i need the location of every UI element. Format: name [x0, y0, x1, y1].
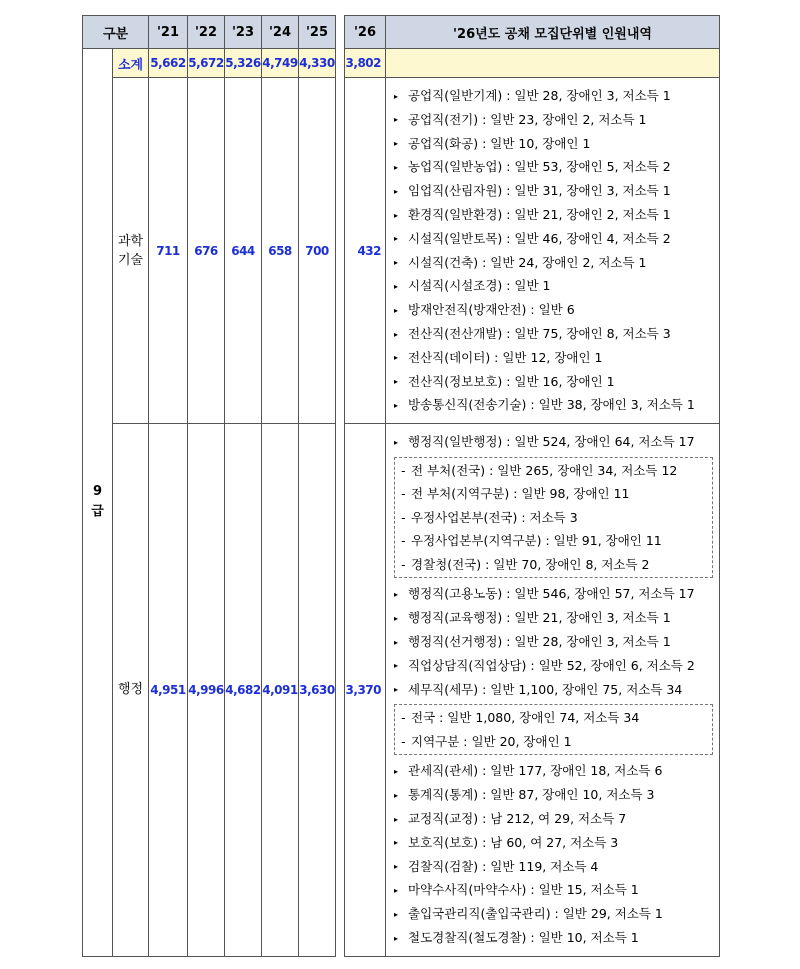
recruitment-table [82, 15, 720, 957]
subtotal-y26: 3,802 [345, 49, 386, 78]
subtotal-row [83, 49, 720, 78]
subtotal-detail [386, 49, 720, 78]
science-y25: 700 [299, 78, 336, 424]
list-item [394, 322, 713, 346]
bullet-triangle-icon: ▸ [394, 186, 399, 196]
subtotal-y24: 4,749 [262, 49, 299, 78]
list-item [394, 807, 713, 831]
bullet-triangle-icon: ▸ [394, 685, 399, 695]
list-item [394, 831, 713, 855]
sub-list-item [401, 482, 712, 506]
bullet-triangle-icon: ▸ [394, 862, 399, 872]
list-item-text: 전 부처(전국) : 일반 265, 장애인 34, 저소득 12 [411, 462, 678, 478]
dash-marker: - [401, 509, 406, 525]
dash-marker: - [401, 556, 406, 572]
list-item [394, 346, 713, 370]
list-item [394, 227, 713, 251]
list-item [394, 108, 713, 132]
list-item [394, 855, 713, 879]
bullet-triangle-icon: ▸ [394, 91, 399, 101]
bullet-triangle-icon: ▸ [394, 234, 399, 244]
list-item [394, 298, 713, 322]
subtotal-y22: 5,672 [188, 49, 225, 78]
science-row [83, 78, 720, 424]
list-item-text: 방재안전직(방재안전) : 일반 6 [408, 302, 575, 318]
list-item-text: 출입국관리직(출입국관리) : 일반 29, 저소득 1 [408, 906, 663, 922]
list-item [394, 582, 713, 606]
grade-label: 9 급 [83, 49, 113, 957]
list-item [394, 678, 713, 702]
general-admin-breakdown-box [394, 457, 713, 579]
list-item [394, 203, 713, 227]
list-item-text: 임업직(산림자원) : 일반 31, 장애인 3, 저소득 1 [408, 183, 671, 199]
science-label: 과학 기술 [113, 78, 149, 424]
list-item-text: 전국 : 일반 1,080, 장애인 74, 저소득 34 [411, 710, 640, 726]
list-item-text: 농업직(일반농업) : 일반 53, 장애인 5, 저소득 2 [408, 159, 671, 175]
subtotal-y23: 5,326 [225, 49, 262, 78]
sub-list-item [401, 730, 712, 754]
bullet-triangle-icon: ▸ [394, 162, 399, 172]
bullet-triangle-icon: ▸ [394, 767, 399, 777]
list-item-text: 통계직(통계) : 일반 87, 장애인 10, 저소득 3 [408, 787, 655, 803]
science-detail [386, 78, 720, 424]
list-item [394, 155, 713, 179]
bullet-triangle-icon: ▸ [394, 909, 399, 919]
list-item-text: 행정직(선거행정) : 일반 28, 장애인 3, 저소득 1 [408, 634, 671, 650]
bullet-triangle-icon: ▸ [394, 661, 399, 671]
list-item [394, 783, 713, 807]
list-item-text: 철도경찰직(철도경찰) : 일반 10, 저소득 1 [408, 930, 639, 946]
list-item-text: 경찰청(전국) : 일반 70, 장애인 8, 저소득 2 [411, 556, 650, 572]
list-item-text: 행정직(일반행정) : 일반 524, 장애인 64, 저소득 17 [408, 434, 695, 450]
list-item-text: 전 부처(지역구분) : 일반 98, 장애인 11 [411, 486, 630, 502]
admin-y22: 4,996 [188, 424, 225, 957]
column-gap [336, 16, 345, 49]
header-y25: '25 [299, 16, 336, 49]
list-item-text: 지역구분 : 일반 20, 장애인 1 [411, 733, 572, 749]
list-item [394, 759, 713, 783]
list-item-text: 전산직(정보보호) : 일반 16, 장애인 1 [408, 373, 615, 389]
list-item-text: 직업상담직(직업상담) : 일반 52, 장애인 6, 저소득 2 [408, 657, 695, 673]
list-item [394, 84, 713, 108]
list-item [394, 274, 713, 298]
list-item-text: 마약수사직(마약수사) : 일반 15, 저소득 1 [408, 882, 639, 898]
header-category: 구분 [83, 16, 149, 49]
bullet-triangle-icon: ▸ [394, 613, 399, 623]
admin-y21: 4,951 [149, 424, 188, 957]
list-item [394, 430, 713, 454]
science-y24: 658 [262, 78, 299, 424]
list-item-text: 시설직(건축) : 일반 24, 장애인 2, 저소득 1 [408, 254, 647, 270]
header-y26: '26 [345, 16, 386, 49]
header-y21: '21 [149, 16, 188, 49]
bullet-triangle-icon: ▸ [394, 400, 399, 410]
sub-list-item [401, 459, 712, 483]
header-y24: '24 [262, 16, 299, 49]
list-item-text: 행정직(교육행정) : 일반 21, 장애인 3, 저소득 1 [408, 610, 671, 626]
list-item [394, 251, 713, 275]
dash-marker: - [401, 462, 406, 478]
admin-label: 행정 [113, 424, 149, 957]
list-item-text: 관세직(관세) : 일반 177, 장애인 18, 저소득 6 [408, 763, 663, 779]
science-y21: 711 [149, 78, 188, 424]
list-item [394, 370, 713, 394]
list-item-text: 보호직(보호) : 남 60, 여 27, 저소득 3 [408, 834, 619, 850]
list-item [394, 878, 713, 902]
header-detail: '26년도 공채 모집단위별 인원내역 [386, 16, 720, 49]
admin-detail [386, 424, 720, 957]
bullet-triangle-icon: ▸ [394, 886, 399, 896]
subtotal-y25: 4,330 [299, 49, 336, 78]
tax-breakdown-box [394, 704, 713, 755]
list-item-text: 우정사업본부(지역구분) : 일반 91, 장애인 11 [411, 533, 662, 549]
list-item [394, 179, 713, 203]
dash-marker: - [401, 733, 406, 749]
dash-marker: - [401, 486, 406, 502]
bullet-triangle-icon: ▸ [394, 933, 399, 943]
bullet-triangle-icon: ▸ [394, 377, 399, 387]
bullet-triangle-icon: ▸ [394, 814, 399, 824]
list-item-text: 환경직(일반환경) : 일반 21, 장애인 2, 저소득 1 [408, 206, 671, 222]
list-item [394, 606, 713, 630]
subtotal-y21: 5,662 [149, 49, 188, 78]
admin-y24: 4,091 [262, 424, 299, 957]
admin-y25: 3,630 [299, 424, 336, 957]
list-item-text: 세무직(세무) : 일반 1,100, 장애인 75, 저소득 34 [408, 681, 683, 697]
bullet-triangle-icon: ▸ [394, 637, 399, 647]
list-item-text: 시설직(일반토목) : 일반 46, 장애인 4, 저소득 2 [408, 230, 671, 246]
science-y23: 644 [225, 78, 262, 424]
admin-row [83, 424, 720, 957]
list-item-text: 시설직(시설조경) : 일반 1 [408, 278, 551, 294]
list-item [394, 654, 713, 678]
header-y22: '22 [188, 16, 225, 49]
dash-marker: - [401, 710, 406, 726]
list-item [394, 902, 713, 926]
list-item-text: 교정직(교정) : 남 212, 여 29, 저소득 7 [408, 811, 627, 827]
list-item [394, 630, 713, 654]
bullet-triangle-icon: ▸ [394, 115, 399, 125]
sub-list-item [401, 506, 712, 530]
list-item-text: 행정직(고용노동) : 일반 546, 장애인 57, 저소득 17 [408, 586, 695, 602]
science-y26: 432 [345, 78, 386, 424]
bullet-triangle-icon: ▸ [394, 305, 399, 315]
list-item [394, 132, 713, 156]
sub-list-item [401, 553, 712, 577]
subtotal-label: 소계 [113, 49, 149, 78]
bullet-triangle-icon: ▸ [394, 210, 399, 220]
list-item [394, 926, 713, 950]
science-y22: 676 [188, 78, 225, 424]
bullet-triangle-icon: ▸ [394, 437, 399, 447]
bullet-triangle-icon: ▸ [394, 258, 399, 268]
list-item-text: 전산직(데이터) : 일반 12, 장애인 1 [408, 349, 603, 365]
list-item-text: 전산직(전산개발) : 일반 75, 장애인 8, 저소득 3 [408, 325, 671, 341]
bullet-triangle-icon: ▸ [394, 281, 399, 291]
bullet-triangle-icon: ▸ [394, 838, 399, 848]
list-item-text: 우정사업본부(전국) : 저소득 3 [411, 509, 578, 525]
bullet-triangle-icon: ▸ [394, 790, 399, 800]
bullet-triangle-icon: ▸ [394, 139, 399, 149]
list-item-text: 방송통신직(전송기술) : 일반 38, 장애인 3, 저소득 1 [408, 397, 695, 413]
admin-y26: 3,370 [345, 424, 386, 957]
bullet-triangle-icon: ▸ [394, 329, 399, 339]
list-item-text: 공업직(전기) : 일반 23, 장애인 2, 저소득 1 [408, 111, 647, 127]
list-item-text: 공업직(일반기계) : 일반 28, 장애인 3, 저소득 1 [408, 88, 671, 103]
admin-y23: 4,682 [225, 424, 262, 957]
list-item-text: 검찰직(검찰) : 일반 119, 저소득 4 [408, 858, 599, 874]
bullet-triangle-icon: ▸ [394, 590, 399, 600]
sub-list-item [401, 529, 712, 553]
header-row [83, 16, 720, 49]
dash-marker: - [401, 533, 406, 549]
bullet-triangle-icon: ▸ [394, 353, 399, 363]
list-item-text: 공업직(화공) : 일반 10, 장애인 1 [408, 135, 591, 151]
list-item [394, 393, 713, 417]
sub-list-item [401, 706, 712, 730]
header-y23: '23 [225, 16, 262, 49]
